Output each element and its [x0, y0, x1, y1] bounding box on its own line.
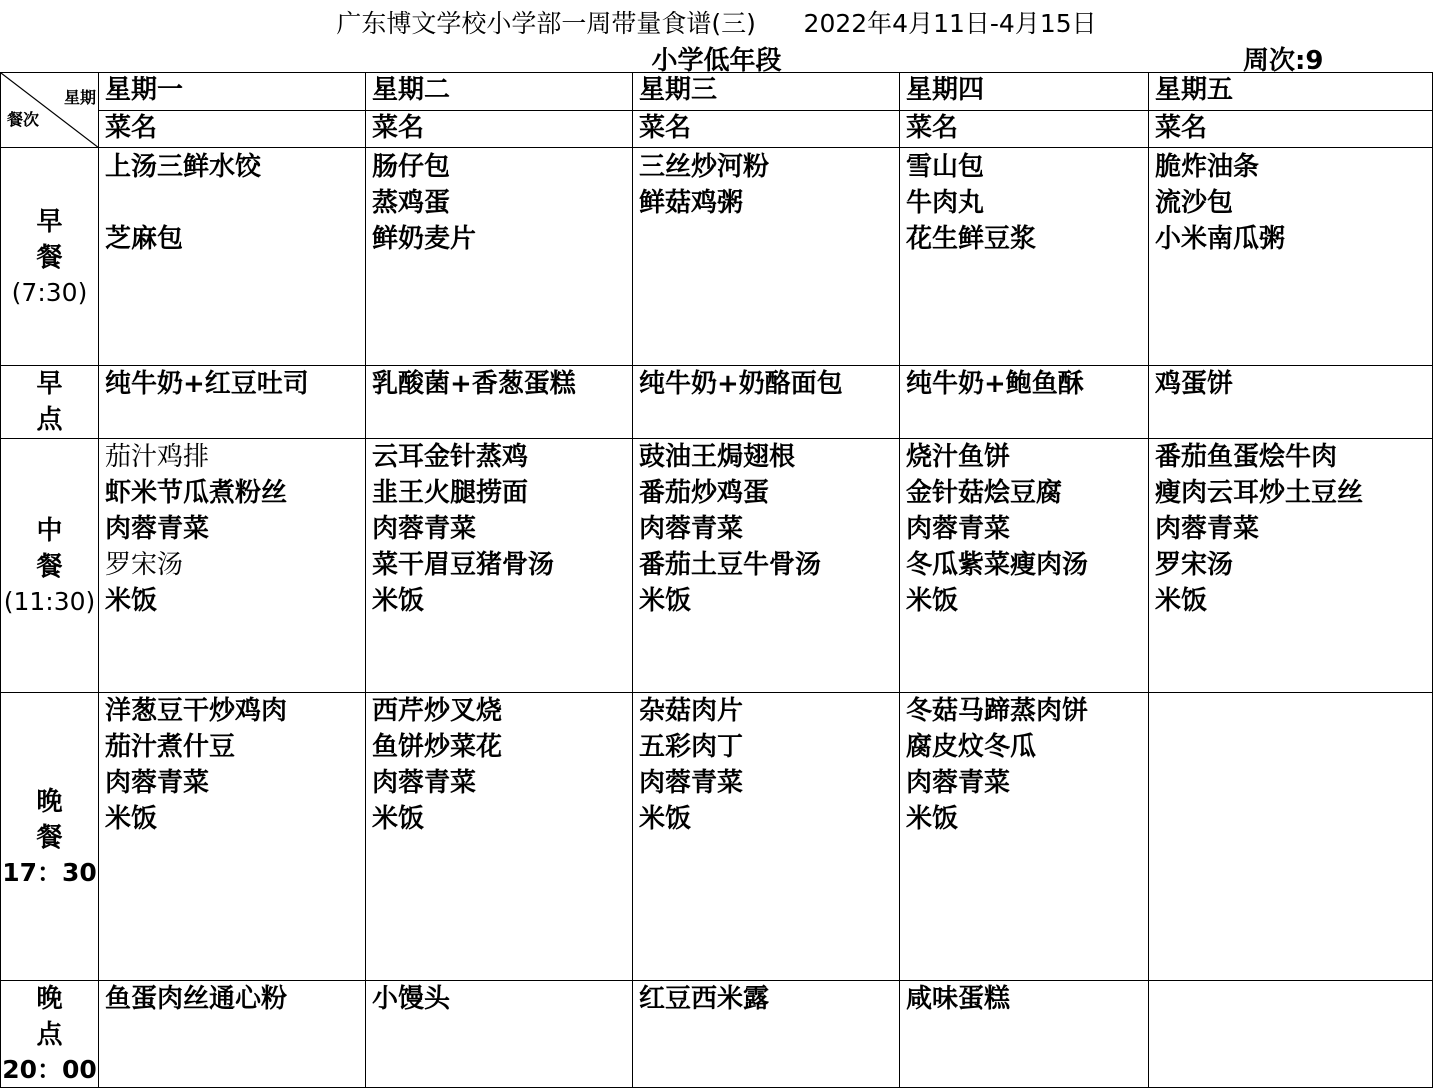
- dish-item: 番茄土豆牛骨汤: [639, 550, 822, 580]
- dish-item: 洋葱豆干炒鸡肉: [105, 696, 288, 726]
- dish-item: 米饭: [639, 804, 692, 834]
- menu-cell: [1149, 439, 1433, 693]
- dish-item: 鲜菇鸡粥: [639, 188, 744, 218]
- menu-cell: [633, 148, 900, 366]
- dish-item: 小馒头: [372, 984, 451, 1014]
- dish-item: 杂菇肉片: [639, 696, 744, 726]
- grade-subtitle: 小学低年段: [651, 46, 782, 76]
- dish-item: 西芹炒叉烧: [372, 696, 503, 726]
- dish-item: 韭王火腿捞面: [372, 478, 529, 508]
- meal-label-cell: [1, 439, 99, 693]
- menu-cell: [633, 439, 900, 693]
- dish-item: 上汤三鲜水饺: [105, 152, 262, 182]
- dish-item: 菜干眉豆猪骨汤: [372, 550, 555, 580]
- dish-item: 肉蓉青菜: [105, 514, 210, 544]
- day-header-row: [1, 73, 1433, 111]
- dish-item: 花生鲜豆浆: [906, 224, 1037, 254]
- dish-item: [105, 185, 365, 221]
- dish-item: 小米南瓜粥: [1155, 224, 1286, 254]
- menu-cell: [633, 981, 900, 1088]
- meal-row: [1, 981, 1433, 1088]
- dish-item: 雪山包: [906, 152, 985, 182]
- dish-item: 三丝炒河粉: [639, 152, 770, 182]
- dish-item: 腐皮炆冬瓜: [906, 732, 1037, 762]
- menu-cell: [900, 366, 1149, 439]
- menu-cell: [1149, 981, 1433, 1088]
- dish-item: 五彩肉丁: [639, 732, 744, 762]
- dish-item: 肉蓉青菜: [372, 768, 477, 798]
- dish-item: 脆炸油条: [1155, 152, 1260, 182]
- dish-item: 鱼蛋肉丝通心粉: [105, 984, 288, 1014]
- dish-item: 纯牛奶+红豆吐司: [105, 369, 309, 399]
- dish-item: 米饭: [105, 804, 158, 834]
- menu-cell: [900, 148, 1149, 366]
- menu-cell: [366, 439, 633, 693]
- dish-item: 番茄鱼蛋烩牛肉: [1155, 442, 1338, 472]
- meal-name: 早 点: [36, 369, 77, 435]
- menu-cell: [900, 439, 1149, 693]
- menu-cell: [99, 439, 366, 693]
- dish-item: 瘦肉云耳炒土豆丝: [1155, 478, 1364, 508]
- meal-time: 17：30: [2, 857, 97, 887]
- meal-row: [1, 693, 1433, 981]
- menu-cell: [633, 693, 900, 981]
- meal-row: [1, 439, 1433, 693]
- meal-time: (7:30): [11, 277, 88, 307]
- meal-label-cell: [1, 148, 99, 366]
- meal-label-cell: [1, 693, 99, 981]
- meal-name: 早 餐: [36, 206, 77, 273]
- dish-item: 米饭: [639, 586, 692, 616]
- menu-cell: [366, 148, 633, 366]
- dish-item: 蒸鸡蛋: [372, 188, 451, 218]
- menu-table: [0, 72, 1433, 1088]
- corner-cell: [1, 73, 99, 148]
- meal-name: 晚 点: [36, 984, 77, 1050]
- menu-cell: [1149, 366, 1433, 439]
- dish-label: 菜名: [1149, 111, 1433, 148]
- dish-label-row: [1, 111, 1433, 148]
- menu-cell: [99, 148, 366, 366]
- meal-row: [1, 148, 1433, 366]
- dish-item: 金针菇烩豆腐: [906, 478, 1063, 508]
- menu-cell: [99, 693, 366, 981]
- meal-label-cell: [1, 981, 99, 1088]
- dish-item: 罗宋汤: [1155, 550, 1234, 580]
- dish-item: 肉蓉青菜: [639, 768, 744, 798]
- day-header: 星期五: [1149, 73, 1433, 111]
- dish-item: 茄汁煮什豆: [105, 732, 236, 762]
- dish-label: 菜名: [366, 111, 633, 148]
- dish-item: 肉蓉青菜: [1155, 514, 1260, 544]
- dish-item: 芝麻包: [105, 224, 184, 254]
- dish-item: 肉蓉青菜: [639, 514, 744, 544]
- day-header: 星期四: [900, 73, 1149, 111]
- dish-item: 鸡蛋饼: [1155, 369, 1234, 399]
- menu-cell: [900, 981, 1149, 1088]
- menu-table-body: [1, 73, 1433, 1088]
- meal-row: [1, 366, 1433, 439]
- dish-item: 肠仔包: [372, 152, 451, 182]
- menu-cell: [900, 693, 1149, 981]
- day-header: 星期一: [99, 73, 366, 111]
- dish-item: 流沙包: [1155, 188, 1234, 218]
- dish-item: 乳酸菌+香葱蛋糕: [372, 369, 576, 399]
- dish-item: 咸味蛋糕: [906, 984, 1011, 1014]
- dish-label: 菜名: [99, 111, 366, 148]
- dish-item: 纯牛奶+鲍鱼酥: [906, 369, 1084, 399]
- week-number: 周次:9: [1243, 46, 1324, 76]
- dish-item: 米饭: [906, 804, 959, 834]
- meal-label-cell: [1, 366, 99, 439]
- menu-cell: [99, 366, 366, 439]
- menu-cell: [1149, 148, 1433, 366]
- corner-meal-label: 餐次: [7, 110, 40, 129]
- dish-item: 米饭: [372, 586, 425, 616]
- menu-cell: [1149, 693, 1433, 981]
- menu-cell: [366, 366, 633, 439]
- day-header: 星期三: [633, 73, 900, 111]
- dish-item: 肉蓉青菜: [906, 514, 1011, 544]
- page-title: 广东博文学校小学部一周带量食谱(三) 2022年4月11日-4月15日: [336, 9, 1097, 38]
- corner-day-label: 星期: [63, 88, 96, 107]
- dish-item: 冬瓜紫菜瘦肉汤: [906, 550, 1089, 580]
- day-header: 星期二: [366, 73, 633, 111]
- dish-item: 米饭: [906, 586, 959, 616]
- dish-item: 米饭: [1155, 586, 1208, 616]
- dish-item: 红豆西米露: [639, 984, 770, 1014]
- dish-label: 菜名: [900, 111, 1149, 148]
- menu-cell: [99, 981, 366, 1088]
- dish-item: 肉蓉青菜: [906, 768, 1011, 798]
- dish-item: 虾米节瓜煮粉丝: [105, 478, 288, 508]
- dish-item: 茄汁鸡排: [105, 442, 210, 472]
- meal-time: (11:30): [3, 586, 96, 616]
- dish-item: 肉蓉青菜: [372, 514, 477, 544]
- dish-item: 米饭: [105, 586, 158, 616]
- dish-item: 豉油王焗翅根: [639, 442, 796, 472]
- dish-item: 番茄炒鸡蛋: [639, 478, 770, 508]
- dish-item: 烧汁鱼饼: [906, 442, 1011, 472]
- dish-item: 肉蓉青菜: [105, 768, 210, 798]
- dish-item: 云耳金针蒸鸡: [372, 442, 529, 472]
- meal-name: 中 餐: [36, 515, 77, 582]
- dish-item: 纯牛奶+奶酪面包: [639, 369, 843, 399]
- menu-cell: [633, 366, 900, 439]
- dish-item: 鱼饼炒菜花: [372, 732, 503, 762]
- dish-item: 冬菇马蹄蒸肉饼: [906, 696, 1089, 726]
- menu-cell: [366, 693, 633, 981]
- dish-item: 鲜奶麦片: [372, 224, 477, 254]
- meal-name: 晚 餐: [36, 786, 77, 853]
- menu-cell: [366, 981, 633, 1088]
- dish-item: 罗宋汤: [105, 550, 184, 580]
- meal-time: 20：00: [2, 1055, 97, 1084]
- dish-item: 米饭: [372, 804, 425, 834]
- dish-item: 牛肉丸: [906, 188, 985, 218]
- dish-label: 菜名: [633, 111, 900, 148]
